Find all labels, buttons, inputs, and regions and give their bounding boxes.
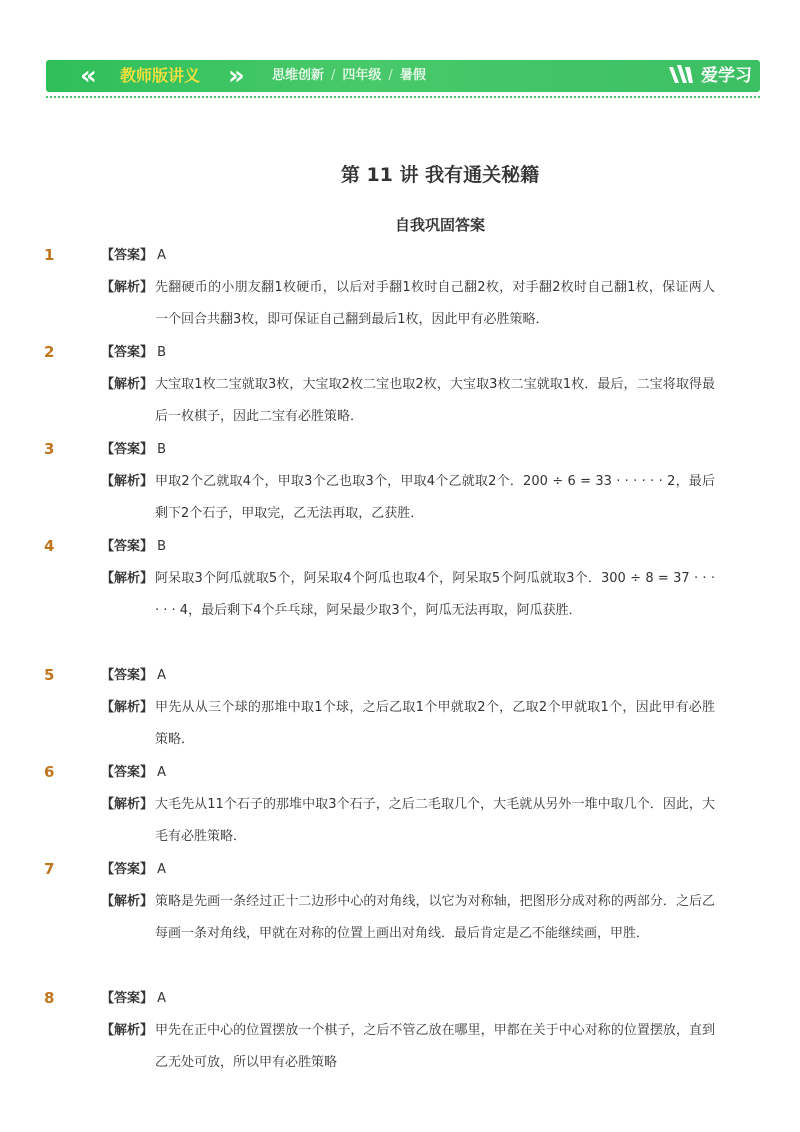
explanation-text: 甲先从从三个球的那堆中取1个球，之后乙取1个甲就取2个，乙取2个甲就取1个，因此甲有必胜策略． — [155, 700, 715, 747]
explain-tag: 【解析】 — [101, 700, 154, 715]
explanation-text: 大毛先从11个石子的那堆中取3个石子，之后二毛取几个，大毛就从另外一堆中取几个．因此，大毛有必胜策略． — [155, 797, 715, 844]
answer-value: A — [157, 991, 167, 1006]
explain-tag: 【解析】 — [101, 894, 154, 909]
answer-tag: 【答案】 — [101, 442, 154, 457]
brand-logo — [667, 60, 752, 92]
answer-value: B — [157, 345, 167, 360]
answer-tag: 【答案】 — [101, 248, 154, 263]
item-number: 5 — [44, 666, 55, 684]
answer-value: A — [157, 248, 167, 263]
explain-tag: 【解析】 — [101, 377, 154, 392]
breadcrumb-item: 暑假 — [399, 68, 426, 83]
header-banner — [46, 60, 760, 92]
answer-line — [101, 666, 166, 686]
section-title: 自我巩固答案 — [394, 216, 485, 234]
explain-tag: 【解析】 — [101, 797, 154, 812]
explanation-text: 先翻硬币的小朋友翻1枚硬币，以后对手翻1枚时自己翻2枚，对手翻2枚时自己翻1枚，保证两人一个回合共翻3枚，即可保证自己翻到最后1枚，因此甲有必胜策略． — [155, 280, 715, 327]
brand-logo-text: 爱学习 — [701, 66, 752, 86]
explanation-text: 阿呆取3个阿瓜就取5个，阿呆取4个阿瓜也取4个，阿呆取5个阿瓜就取3个．300 ÷ 8 = 37 · · · · · · 4，最后剩下4个乒乓球，阿呆最少取3个，阿瓜无法再取，阿瓜获胜． — [155, 571, 715, 618]
answer-line — [101, 343, 166, 363]
item-number: 7 — [44, 860, 55, 878]
answer-line — [101, 860, 166, 880]
book-logo-icon — [667, 63, 697, 85]
item-number: 2 — [44, 343, 55, 361]
answer-line — [101, 246, 166, 266]
answer-line — [101, 763, 166, 783]
explain-tag: 【解析】 — [101, 571, 154, 586]
answer-value: A — [157, 668, 167, 683]
answer-tag: 【答案】 — [101, 991, 154, 1006]
item-number: 3 — [44, 440, 55, 458]
header-title: 教师版讲义 — [120, 66, 201, 85]
item-number: 8 — [44, 989, 55, 1007]
answer-tag: 【答案】 — [101, 539, 154, 554]
breadcrumb-separator: / — [331, 68, 336, 83]
item-number: 1 — [44, 246, 55, 264]
explanation-text: 策略是先画一条经过正十二边形中心的对角线，以它为对称轴，把图形分成对称的两部分．之后乙每画一条对角线，甲就在对称的位置上画出对角线．最后肯定是乙不能继续画，甲胜． — [155, 894, 715, 941]
header-divider — [46, 96, 760, 98]
explanation-text: 大宝取1枚二宝就取3枚，大宝取2枚二宝也取2枚，大宝取3枚二宝就取1枚．最后，二宝将取得最后一枚棋子，因此二宝有必胜策略． — [155, 377, 715, 424]
answer-value: B — [157, 539, 167, 554]
answer-value: B — [157, 442, 167, 457]
explain-tag: 【解析】 — [101, 280, 154, 295]
item-number: 6 — [44, 763, 55, 781]
item-number: 4 — [44, 537, 55, 555]
breadcrumb — [272, 60, 426, 92]
answer-value: A — [157, 765, 167, 780]
chevron-right-icon: » — [228, 61, 239, 91]
answer-line — [101, 537, 166, 557]
chevron-left-icon: « — [80, 61, 91, 91]
breadcrumb-item: 四年级 — [342, 68, 382, 83]
explanation-text: 甲取2个乙就取4个，甲取3个乙也取3个，甲取4个乙就取2个．200 ÷ 6 = 33 · · · · · · 2，最后剩下2个石子，甲取完，乙无法再取，乙获胜． — [155, 474, 715, 521]
answer-line — [101, 440, 166, 460]
answer-tag: 【答案】 — [101, 765, 154, 780]
answer-line — [101, 989, 166, 1009]
lecture-title: 第 11 讲 我有通关秘籍 — [340, 164, 540, 186]
explanation-text: 甲先在正中心的位置摆放一个棋子，之后不管乙放在哪里，甲都在关于中心对称的位置摆放，直到乙无处可放，所以甲有必胜策略 — [155, 1023, 715, 1070]
breadcrumb-separator: / — [388, 68, 393, 83]
explain-tag: 【解析】 — [101, 1023, 154, 1038]
answer-value: A — [157, 862, 167, 877]
breadcrumb-item: 思维创新 — [272, 68, 325, 83]
explain-tag: 【解析】 — [101, 474, 154, 489]
answer-tag: 【答案】 — [101, 862, 154, 877]
answer-tag: 【答案】 — [101, 668, 154, 683]
answer-tag: 【答案】 — [101, 345, 154, 360]
